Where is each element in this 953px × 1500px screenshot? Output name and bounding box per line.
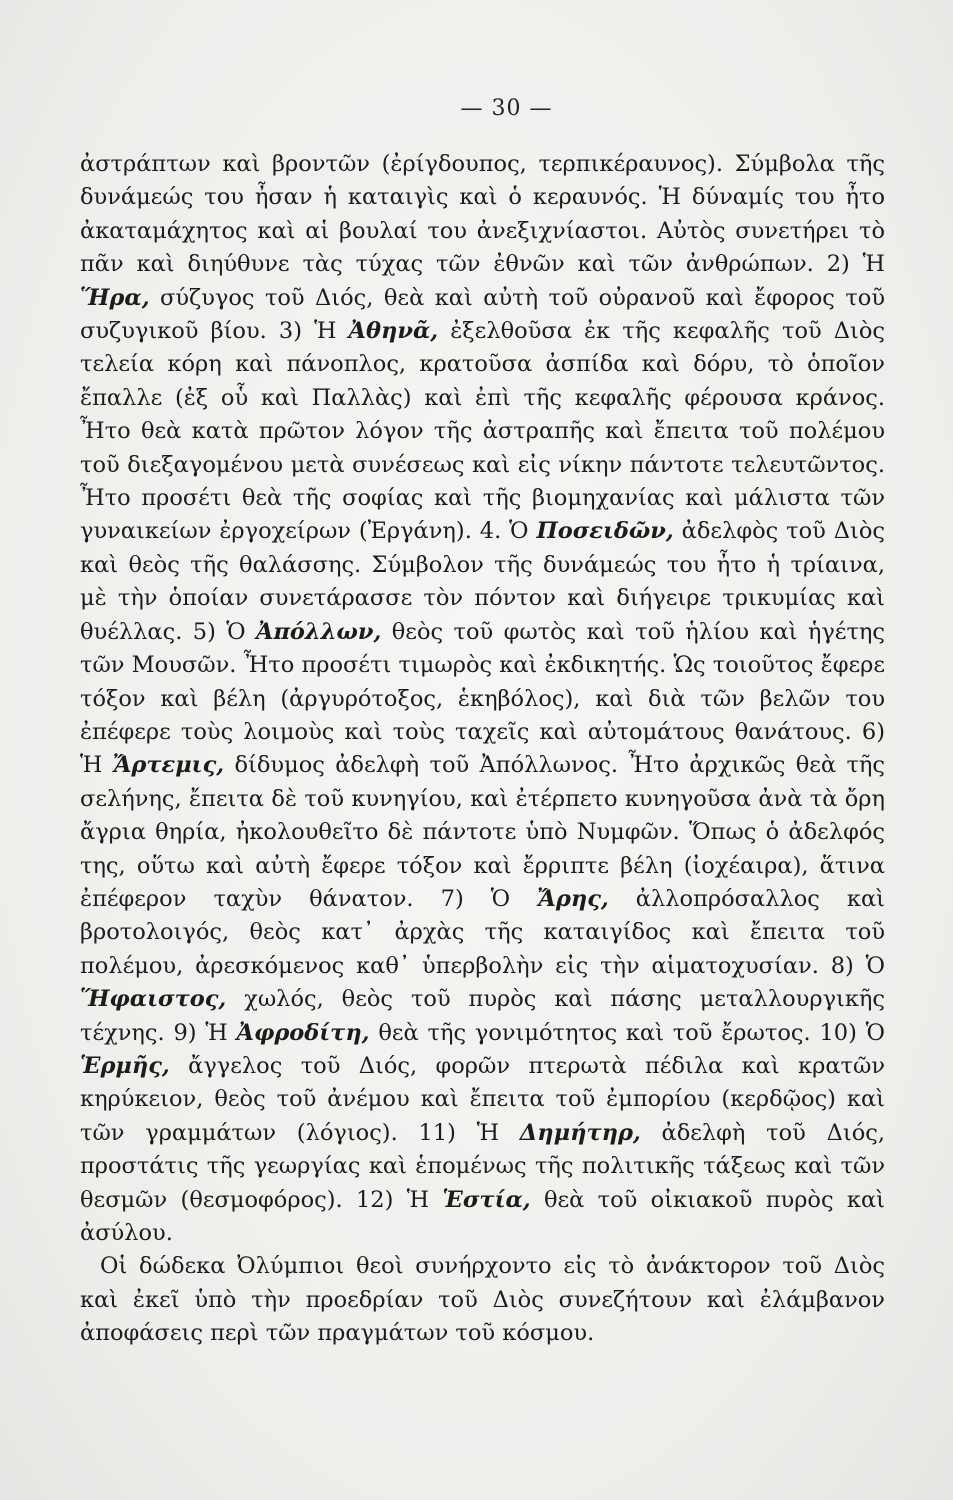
deity-name: Ἥφαιστος, — [80, 986, 227, 1013]
paragraph — [80, 148, 885, 1250]
text-run: ἀδελφὴ τοῦ Διός, προστάτις τῆς γεωργίας καὶ ἑπομένως τῆς πολιτικῆς τάξεως καὶ τῶν θεσμῶν (θεσμοφόρος). 12) Ἡ — [80, 1119, 885, 1213]
deity-name: Ἄρης, — [537, 885, 609, 912]
text-run: χωλός, θεὸς τοῦ πυρὸς καὶ πάσης μεταλλουργικῆς τέχνης. 9) Ἡ — [80, 986, 885, 1046]
text-run: θεὰ τῆς γονιμότητος καὶ τοῦ ἔρωτος. 10) Ὁ — [369, 1019, 885, 1046]
page-number: — 30 — — [460, 96, 553, 121]
deity-name: Ἑρμῆς, — [80, 1052, 170, 1079]
deity-name: Ἥρα, — [80, 284, 150, 311]
text-body — [80, 148, 885, 1351]
text-run: ἄγγελος τοῦ Διός, φορῶν πτερωτὰ πέδιλα καὶ κρατῶν κηρύκειον, θεὸς τοῦ ἀνέμου καὶ ἔπειτα τοῦ ἐμπορίου (κερδῷος) καὶ τῶν γραμμάτων (λόγιος). 11) Ἡ — [80, 1052, 885, 1146]
deity-name: Ἀθηνᾶ, — [348, 318, 439, 345]
text-run: ἀστράπτων καὶ βροντῶν (ἐρίγδουπος, τερπικέραυνος). Σύμβολα τῆς δυνάμεώς του ἦσαν ἡ καταιγὶς καὶ ὁ κεραυνός. Ἡ δύναμίς του ἦτο ἀκαταμάχητος καὶ αἱ βουλαί του ἀνεξιχνίαστοι. Αὐτὸς συνετήρει τὸ πᾶν καὶ διηύθυνε τὰς τύχας τῶν ἐθνῶν καὶ τῶν ἀνθρώπων. 2) Ἡ — [80, 151, 885, 278]
text-run: θεὸς τοῦ φωτὸς καὶ τοῦ ἡλίου καὶ ἡγέτης τῶν Μουσῶν. Ἦτο προσέτι τιμωρὸς καὶ ἐκδικητής. Ὡς τοιοῦτος ἔφερε τόξον καὶ βέλη (ἀργυρότοξος, ἑκηβόλος), καὶ διὰ τῶν βελῶν του ἐπέφερε τοὺς λοιμοὺς καὶ τοὺς ταχεῖς καὶ αὐτομάτους θανάτους. 6) Ἡ — [80, 618, 885, 779]
text-run: ἀδελφὸς τοῦ Διὸς καὶ θεὸς τῆς θαλάσσης. Σύμβολον τῆς δυνάμεώς του ἦτο ἡ τρίαινα, μὲ τὴν ὁποίαν συνετάρασσε τὸν πόντον καὶ διήγειρε τρικυμίας καὶ θυέλλας. 5) Ὁ — [80, 518, 885, 645]
text-run: σύζυγος τοῦ Διός, θεὰ καὶ αὐτὴ τοῦ οὐρανοῦ καὶ ἔφορος τοῦ συζυγικοῦ βίου. 3) Ἡ — [80, 284, 885, 345]
deity-name: Ἀφροδίτη, — [236, 1019, 370, 1046]
text-run: θεὰ τοῦ οἰκιακοῦ πυρὸς καὶ ἀσύλου. — [80, 1186, 885, 1246]
deity-name: Ἀπόλλων, — [255, 618, 382, 645]
deity-name: Ἄρτεμις, — [112, 752, 225, 779]
text-run: ἀλλοπρόσαλλος καὶ βροτολοιγός, θεὸς κατ᾽ ἀρχὰς τῆς καταιγίδος καὶ ἔπειτα τοῦ πολέμου, ἀρεσκόμενος καθ᾽ ὑπερβολὴν εἰς τὴν αἱματοχυσίαν. 8) Ὁ — [80, 885, 885, 979]
paragraph — [80, 1250, 885, 1350]
text-run: ἐξελθοῦσα ἐκ τῆς κεφαλῆς τοῦ Διὸς τελεία κόρη καὶ πάνοπλος, κρατοῦσα ἀσπίδα καὶ δόρυ, τὸ ὁποῖον ἔπαλλε (ἐξ οὗ καὶ Παλλὰς) καὶ ἐπὶ τῆς κεφαλῆς φέρουσα κράνος. Ἦτο θεὰ κατὰ πρῶτον λόγον τῆς ἀστραπῆς καὶ ἔπειτα τοῦ πολέμου τοῦ διεξαγομένου μετὰ συνέσεως καὶ εἰς νίκην πάντοτε τελευτῶντος. Ἦτο προσέτι θεὰ τῆς σοφίας καὶ τῆς βιομηχανίας καὶ μάλιστα τῶν γυναικείων ἐργοχείρων (Ἐργάνη). 4. Ὁ — [80, 318, 886, 545]
deity-name: Δημήτηρ, — [519, 1119, 641, 1146]
text-run: δίδυμος ἀδελφὴ τοῦ Ἀπόλλωνος. Ἦτο ἀρχικῶς θεὰ τῆς σελήνης, ἔπειτα δὲ τοῦ κυνηγίου, καὶ ἐτέρπετο κυνηγοῦσα ἀνὰ τὰ ὄρη ἄγρια θηρία, ἠκολουθεῖτο δὲ πάντοτε ὑπὸ Νυμφῶν. Ὅπως ὁ ἀδελφός της, οὕτω καὶ αὐτὴ ἔφερε τόξον καὶ ἔρριπτε βέλη (ἰοχέαιρα), ἅτινα ἐπέφερον ταχὺν θάνατον. 7) Ὁ — [80, 752, 886, 912]
text-run: Οἱ δώδεκα Ὀλύμπιοι θεοὶ συνήρχοντο εἰς τὸ ἀνάκτορον τοῦ Διὸς καὶ ἐκεῖ ὑπὸ τὴν προεδρίαν τοῦ Διὸς συνεζήτουν καὶ ἐλάμβανον ἀποφάσεις περὶ τῶν πραγμάτων τοῦ κόσμου. — [80, 1253, 885, 1347]
deity-name: Ἑστία, — [442, 1186, 531, 1213]
deity-name: Ποσειδῶν, — [536, 518, 674, 545]
